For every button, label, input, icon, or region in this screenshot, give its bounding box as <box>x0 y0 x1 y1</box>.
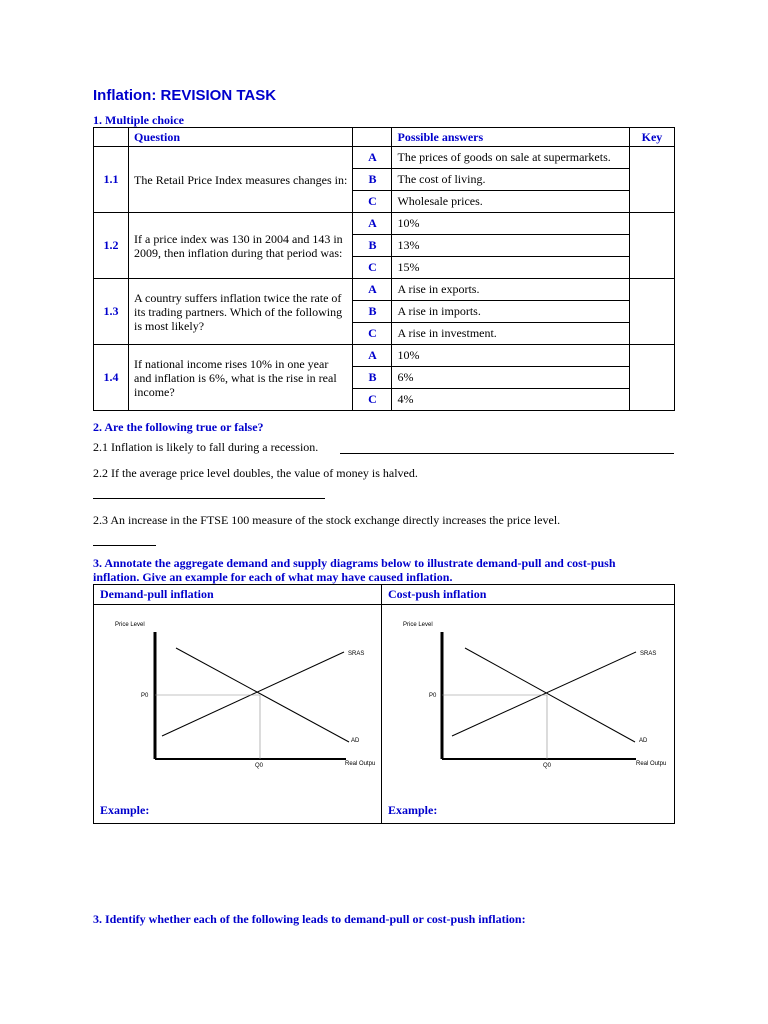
answer-text: A rise in investment. <box>392 323 629 345</box>
statement-2-1: 2.1 Inflation is likely to fall during a recession. <box>93 440 319 454</box>
q0-label: Q0 <box>543 763 552 769</box>
section1-heading: 1. Multiple choice <box>93 113 184 127</box>
answer-text: 10% <box>392 345 629 367</box>
question-number: 1.3 <box>94 279 129 345</box>
page-title: Inflation: REVISION TASK <box>93 87 277 104</box>
section3-heading-line1: 3. Annotate the aggregate demand and supply diagrams below to illustrate demand-pull and cost-push <box>93 556 616 570</box>
demand-pull-diagram <box>94 605 382 800</box>
table-row <box>94 147 675 169</box>
answer-letter: B <box>353 367 392 389</box>
answer-text: A rise in exports. <box>392 279 629 301</box>
example-label: Example: <box>100 803 150 817</box>
key-cell[interactable] <box>629 279 674 345</box>
answer-text: 10% <box>392 213 629 235</box>
answer-letter: A <box>353 147 392 169</box>
question-number: 1.1 <box>94 147 129 213</box>
sras-curve <box>452 652 636 736</box>
section2-heading: 2. Are the following true or false? <box>93 420 264 434</box>
question-text: If national income rises 10% in one year and inflation is 6%, what is the rise in real income? <box>129 345 353 411</box>
demand-pull-cell[interactable] <box>94 605 382 824</box>
answer-text: 6% <box>392 367 629 389</box>
key-cell[interactable] <box>629 147 674 213</box>
sras-label: SRAS <box>348 651 365 657</box>
answer-letter: C <box>353 257 392 279</box>
q0-label: Q0 <box>255 763 264 769</box>
statement-2-3: 2.3 An increase in the FTSE 100 measure of the stock exchange directly increases the price level. <box>93 513 561 527</box>
header-question: Question <box>129 128 353 147</box>
answer-text: A rise in imports. <box>392 301 629 323</box>
answer-line-2-1[interactable] <box>340 453 674 454</box>
statement-2-2: 2.2 If the average price level doubles, the value of money is halved. <box>93 466 418 480</box>
ad-label: AD <box>639 738 648 744</box>
answer-text: Wholesale prices. <box>392 191 629 213</box>
table-header-row <box>94 128 675 147</box>
multiple-choice-table <box>93 127 675 411</box>
question-text: If a price index was 130 in 2004 and 143 in 2009, then inflation during that period was: <box>129 213 353 279</box>
y-axis-label: Price Level <box>115 622 145 628</box>
answer-letter: B <box>353 301 392 323</box>
answer-text: The prices of goods on sale at supermarkets. <box>392 147 629 169</box>
table-row <box>94 213 675 235</box>
header-key: Key <box>629 128 674 147</box>
key-cell[interactable] <box>629 345 674 411</box>
key-cell[interactable] <box>629 213 674 279</box>
ad-label: AD <box>351 738 360 744</box>
example-label: Example: <box>388 803 438 817</box>
diagram-title-demand-pull: Demand-pull inflation <box>94 585 382 605</box>
answer-letter: A <box>353 279 392 301</box>
p0-label: P0 <box>141 693 149 699</box>
answer-letter: A <box>353 345 392 367</box>
answer-letter: C <box>353 389 392 411</box>
section4-heading: 3. Identify whether each of the following leads to demand-pull or cost-push inflation: <box>93 912 526 926</box>
header-possible-answers: Possible answers <box>392 128 629 147</box>
answer-letter: A <box>353 213 392 235</box>
answer-letter: B <box>353 169 392 191</box>
question-number: 1.4 <box>94 345 129 411</box>
cost-push-diagram <box>382 605 676 800</box>
p0-label: P0 <box>429 693 437 699</box>
answer-text: The cost of living. <box>392 169 629 191</box>
diagram-title-cost-push: Cost-push inflation <box>382 585 675 605</box>
answer-text: 4% <box>392 389 629 411</box>
answer-text: 13% <box>392 235 629 257</box>
section3-heading-line2: inflation. Give an example for each of what may have caused inflation. <box>93 570 453 584</box>
question-text: The Retail Price Index measures changes in: <box>129 147 353 213</box>
table-row <box>94 345 675 367</box>
answer-letter: C <box>353 191 392 213</box>
answer-line-2-3[interactable] <box>93 545 156 546</box>
x-axis-label: Real Outpu <box>345 761 376 767</box>
cost-push-cell[interactable] <box>382 605 675 824</box>
answer-line-2-2[interactable] <box>93 498 325 499</box>
y-axis-label: Price Level <box>403 622 433 628</box>
sras-label: SRAS <box>640 651 657 657</box>
diagram-table <box>93 584 675 824</box>
question-number: 1.2 <box>94 213 129 279</box>
table-row <box>94 279 675 301</box>
x-axis-label: Real Outpu <box>636 761 667 767</box>
question-text: A country suffers inflation twice the rate of its trading partners. Which of the following is most likely? <box>129 279 353 345</box>
sras-curve <box>162 652 344 736</box>
answer-text: 15% <box>392 257 629 279</box>
answer-letter: C <box>353 323 392 345</box>
answer-letter: B <box>353 235 392 257</box>
